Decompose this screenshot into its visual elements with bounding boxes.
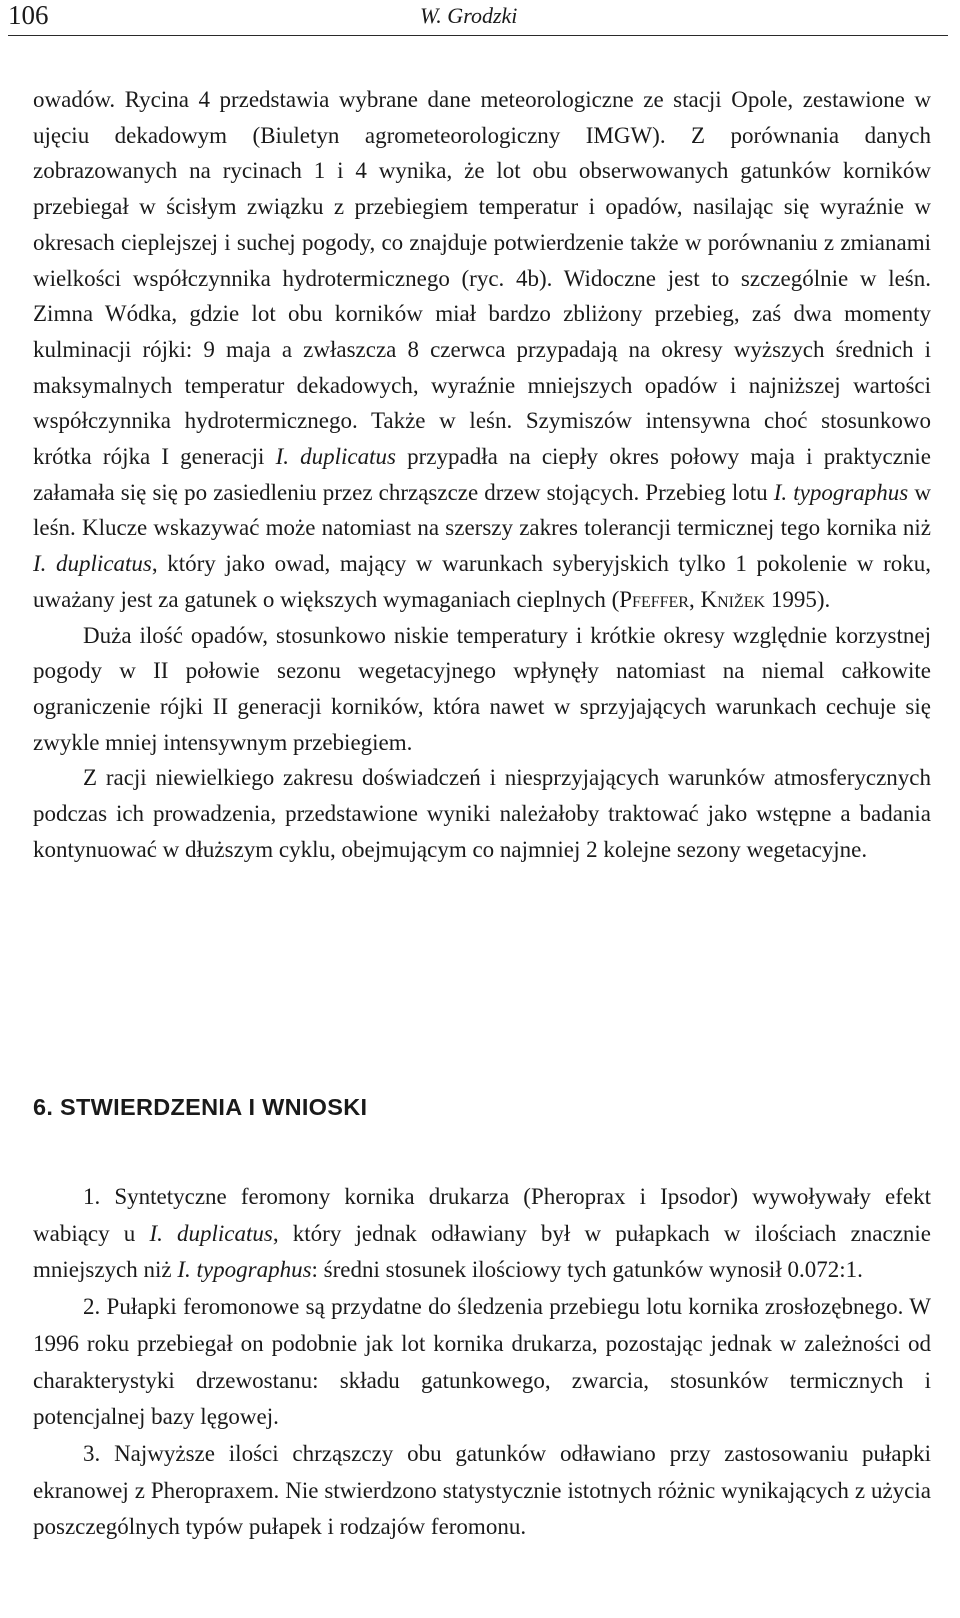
species-name: I. duplicatus xyxy=(149,1220,273,1246)
section-heading: 6. STWIERDZENIA I WNIOSKI xyxy=(33,1094,368,1120)
paragraph: Duża ilość opadów, stosunkowo niskie temperatury i krótkie okresy względnie korzystnej pogody w II połowie sezonu wegetacyjnego wpłynęły natomiast na niemal całkowite ograniczenie rójki II generacji korników, która nawet w sprzyjających warunkach cechuje się zwykle mniej intensywnym przebiegiem. xyxy=(33,622,931,755)
paragraph-continued xyxy=(33,82,931,618)
conclusion-item: 3. Najwyższe ilości chrząszczy obu gatunków odławiano przy zastosowaniu pułapki ekranowej z Pheropraxem. Nie stwierdzono statystycznie istotnych różnic wynikających z użycia poszczególnych typów pułapek i rodzajów feromonu. xyxy=(33,1440,931,1540)
conclusions-list xyxy=(33,1179,931,1546)
species-name: I. typographus xyxy=(773,479,909,505)
conclusion-text: , który jednak odławiany był w pułapkach w ilościach znacznie mniejszych niż xyxy=(33,1220,931,1283)
page-number: 106 xyxy=(8,0,49,30)
paragraph-text: , który jako owad, mający w warunkach syberyjskich tylko 1 pokolenie w roku, uważany jest za gatunek o większych wymaganiach cieplnych ( xyxy=(33,551,931,612)
body-text xyxy=(33,82,931,867)
header-rule xyxy=(8,35,948,36)
conclusion-item: 2. Pułapki feromonowe są przydatne do śledzenia przebiegu lotu kornika zrosłozębnego. W 1996 roku przebiegał on podobnie jak lot kornika drukarza, pozostając jednak w zależności od charakterystyki drzewostanu: składu gatunkowego, zwarcia, stosunków termicznych i potencjalnej bazy lęgowej. xyxy=(33,1294,931,1430)
paragraph-text: przypadła na ciepły okres połowy maja i praktycznie załamała się się po zasiedleniu przez chrząszcze drzew stojących. Przebieg lotu xyxy=(33,444,931,505)
species-name: I. duplicatus xyxy=(275,444,396,470)
species-name: I. duplicatus xyxy=(33,551,152,577)
species-name: I. typographus xyxy=(177,1257,312,1283)
running-header xyxy=(8,0,948,36)
conclusion-item xyxy=(33,1179,931,1289)
paragraph: Z racji niewielkiego zakresu doświadczeń i niesprzyjających warunków atmosferycznych podczas ich prowadzenia, przedstawione wyniki należałoby traktować jako wstępne a badania kontynuować w dłuższym cyklu, obejmującym co najmniej 2 kolejne sezony wegetacyjne. xyxy=(33,765,931,862)
paragraph-text: 1995). xyxy=(765,586,831,612)
conclusion-text: : średni stosunek ilościowy tych gatunków wynosił 0.072:1. xyxy=(311,1257,863,1283)
citation-authors: Pfeffer, Knižek xyxy=(619,586,766,612)
paragraph-text: owadów. Rycina 4 przedstawia wybrane dane meteorologiczne ze stacji Opole, zestawione w ujęciu dekadowym (Biuletyn agrometeorologiczny IMGW). Z porównania danych zobrazowanych na rycinach 1 i 4 wynika, że lot obu obserwowanych gatunków korników przebiegał w ścisłym związku z przebiegiem temperatur i opadów, nasilając się wyraźnie w okresach cieplejszej i suchej pogody, co znajduje potwierdzenie także w porównaniu z zmianami wielkości współczynnika hydrotermicznego (ryc. 4b). Widoczne jest to szczególnie w leśn. Zimna Wódka, gdzie lot obu korników miał bardzo zbliżony przebieg, zaś dwa momenty kulminacji rójki: 9 maja a zwłaszcza 8 czerwca przypadają na okresy wyższych średnich i maksymalnych temperatur dekadowych, wyraźnie mniejszych opadów i najniższej wartości współczynnika hydrotermicznego. Także w leśn. Szymiszów intensywna choć stosunkowo krótka rójka I generacji xyxy=(33,87,931,470)
running-header-author: W. Grodzki xyxy=(420,3,518,28)
paragraph-text: w leśn. Klucze wskazywać może natomiast na szerszy zakres tolerancji termicznej tego kornika niż xyxy=(33,479,931,541)
conclusion-text: 1. Syntetyczne feromony kornika drukarza (Pheroprax i Ipsodor) wywoływały efekt wabiący u xyxy=(33,1184,931,1246)
